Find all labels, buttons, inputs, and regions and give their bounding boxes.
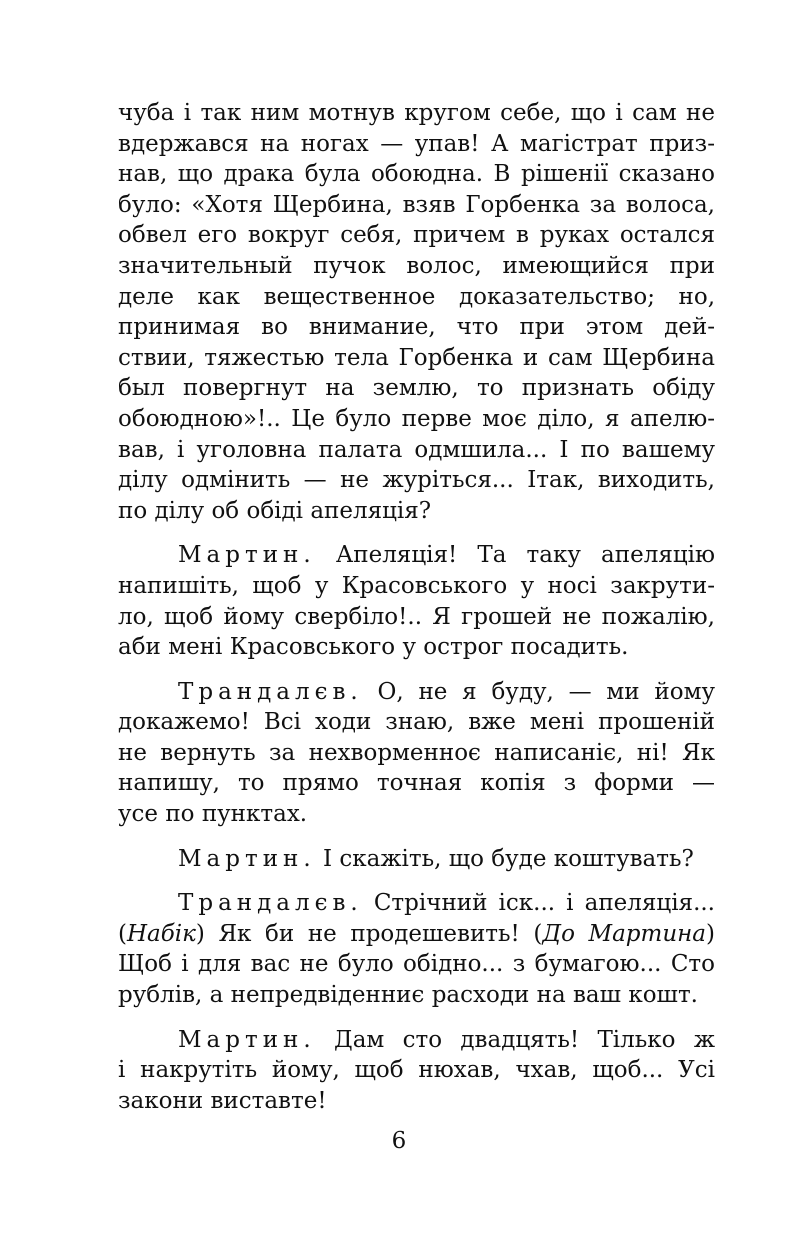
- speaker-name: Трандалєв.: [178, 890, 363, 917]
- text-line: нав, що драка була обоюдна. В рішенії сказано: [118, 161, 715, 188]
- speaker-name: Мартин.: [178, 1026, 316, 1053]
- continuation-paragraph: [118, 98, 715, 526]
- speech-text: ) Як би не продешевить! (: [195, 920, 543, 947]
- text-line: і накрутіть йому, щоб нюхав, чхав, щоб... Усі: [118, 1057, 715, 1084]
- text-line: усе по пунктах.: [118, 801, 308, 828]
- text-line: напишіть, щоб у Красовського у носі закрути-: [118, 572, 715, 599]
- text-line: ствии, тяжестью тела Горбенка и сам Щербина: [118, 344, 715, 371]
- text-line: докажемо! Всі ходи знаю, вже мені прошеній: [118, 709, 715, 736]
- text-line: деле как вещественное доказательство; но,: [118, 283, 715, 310]
- text-line: Щоб і для вас не було обідно... з бумагою... Сто: [118, 951, 715, 978]
- text-line: аби мені Красовського у острог посадить.: [118, 634, 629, 661]
- page-number: 6: [391, 1128, 407, 1154]
- dialogue-paragraph-martyn-3: [118, 1025, 715, 1117]
- speaker-name: Трандалєв.: [178, 678, 363, 705]
- text-line: чуба і так ним мотнув кругом себе, що і сам не: [118, 100, 715, 126]
- text-line: [118, 888, 715, 919]
- text-line: принимая во внимание, что при этом дей-: [118, 314, 715, 341]
- text-line: [118, 677, 715, 708]
- text-line: було: «Хотя Щербина, взяв Горбенка за волоса,: [118, 191, 715, 218]
- text-line: ділу одмінить — не журіться... Ітак, виходить,: [118, 467, 715, 494]
- text-line: был повергнут на землю, то признать обіду: [118, 375, 715, 402]
- text-line: обвел его вокруг себя, причем в руках остался: [118, 222, 715, 249]
- text-line: ло, щоб йому свербіло!.. Я грошей не пожалію,: [118, 603, 715, 630]
- text-line: [118, 844, 715, 875]
- speech-text: О, не я буду, — ми йому: [362, 678, 715, 705]
- speech-text: Стрічний іск... і апеляція...: [362, 890, 715, 917]
- paren-close: ): [706, 920, 715, 947]
- text-line: вав, і уголовна палата одмшила... І по вашему: [118, 436, 715, 463]
- text-line: вдержався на ногах — упав! А магістрат приз-: [118, 130, 715, 157]
- text-line: значительный пучок волос, имеющийся при: [118, 252, 715, 279]
- speech-text: І скажіть, що буде коштувать?: [315, 845, 694, 872]
- text-line: не вернуть за нехворменноє написаніє, ні! Як: [118, 739, 715, 766]
- stage-direction-aside: Набік: [126, 920, 196, 947]
- text-line: [118, 919, 715, 950]
- speaker-name: Мартин.: [178, 542, 316, 569]
- dialogue-paragraph-trandaliev-2: [118, 888, 715, 1010]
- text-line: закони виставте!: [118, 1087, 327, 1114]
- paren-open: (: [118, 920, 127, 947]
- dialogue-paragraph-trandaliev-1: [118, 677, 715, 830]
- text-line: по ділу об обіді апеляція?: [118, 497, 432, 524]
- speech-text: Дам сто двадцять! Тілько ж: [315, 1026, 715, 1053]
- stage-direction-to-martyn: До Мартина: [542, 920, 707, 947]
- speaker-name: Мартин.: [178, 845, 316, 872]
- dialogue-paragraph-martyn-1: [118, 540, 715, 662]
- dialogue-paragraph-martyn-2: [118, 844, 715, 875]
- page-body: [118, 98, 715, 1130]
- text-line: [118, 540, 715, 571]
- text-line: напишу, то прямо точная копія з форми —: [118, 770, 715, 797]
- text-line: рублів, а непредвіденниє расходи на ваш кошт.: [118, 982, 698, 1009]
- speech-text: Апеляція! Та таку апеляцію: [315, 542, 715, 569]
- text-line: обоюдною»!.. Це було перве моє діло, я апелю-: [118, 405, 715, 432]
- text-line: [118, 1025, 715, 1056]
